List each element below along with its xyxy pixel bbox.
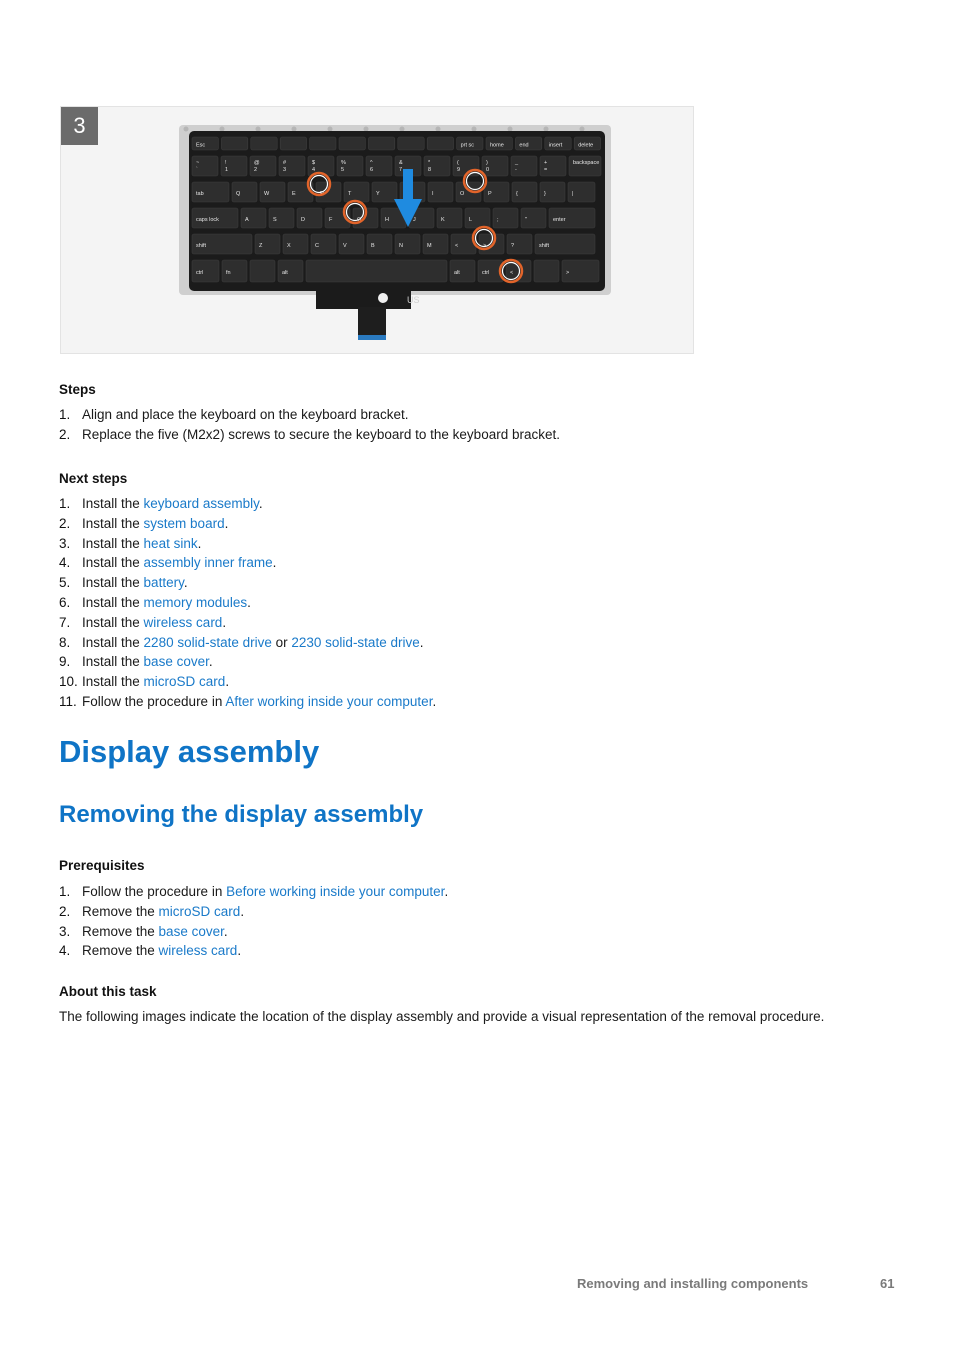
list-item-number: 6. [59, 594, 71, 610]
keyboard-key-label: fn [226, 270, 231, 276]
list-item-text: . [225, 674, 230, 690]
list-item-number: 9. [59, 654, 71, 670]
step-number-badge: 3 [61, 107, 98, 145]
keyboard-key [569, 156, 601, 176]
keyboard-key-label: P [488, 191, 492, 197]
keyboard-key-label: end [519, 142, 529, 149]
keyboard-key-label: backspace [573, 160, 600, 166]
keyboard-key-label: V [343, 243, 347, 249]
keyboard-key-label: > [566, 270, 570, 276]
list-item-text: Install the [82, 535, 144, 551]
cross-reference-link[interactable]: system board [143, 515, 225, 531]
keyboard-key-label: home [490, 142, 504, 149]
keyboard-installation-figure [60, 106, 694, 354]
keyboard-ribbon-base [316, 291, 411, 309]
list-item-text: . [247, 594, 251, 610]
list-item-text: Replace the five (M2x2) screws to secure the keyboard to the keyboard bracket. [82, 426, 560, 442]
keyboard-key-label: & [399, 160, 403, 166]
keyboard-key-label: 5 [341, 167, 345, 173]
list-item-text: . [432, 693, 437, 709]
list-item-text: Remove the [82, 903, 159, 919]
bracket-screw-hole [544, 127, 549, 132]
keyboard-key-label: $ [312, 160, 316, 166]
keyboard-key-label: M [427, 243, 432, 249]
cross-reference-link[interactable]: 2280 solid-state drive [143, 634, 272, 650]
keyboard-illustration [61, 107, 694, 354]
keyboard-key-label: shift [196, 243, 207, 249]
keyboard-key-label: 8 [428, 167, 432, 173]
list-item-number: 2. [59, 515, 71, 531]
keyboard-key-label: } [544, 191, 546, 197]
keyboard-key [540, 156, 566, 176]
bracket-screw-hole [472, 127, 477, 132]
next-steps-list [59, 494, 899, 712]
steps-heading: Steps [59, 382, 96, 397]
keyboard-key-label: 7 [399, 167, 403, 173]
keyboard-key-label: = [544, 167, 548, 173]
keyboard-key-label: D [301, 217, 305, 223]
keyboard-key [511, 156, 537, 176]
list-item-number: 11. [59, 693, 77, 709]
list-item-text: . [197, 535, 202, 551]
list-item [59, 494, 899, 514]
keyboard-key [306, 260, 447, 282]
keyboard-key [250, 156, 276, 176]
list-item-text: Follow the procedure in [82, 884, 227, 899]
list-item-number: 2. [59, 426, 71, 442]
keyboard-key-label: Q [236, 191, 241, 197]
keyboard-key-label: Esc [196, 142, 206, 149]
list-item [59, 652, 899, 672]
keyboard-key-label: 1 [225, 167, 229, 173]
keyboard-key-label: 2 [254, 167, 258, 173]
keyboard-key-label: ? [511, 243, 515, 249]
keyboard-key [280, 137, 306, 150]
keyboard-key-label: ^ [370, 160, 373, 166]
list-item-number: 3. [59, 535, 71, 551]
keyboard-key-label: ctrl [196, 270, 204, 276]
bracket-screw-hole [292, 127, 297, 132]
list-item [59, 692, 899, 712]
keyboard-key-label: alt [454, 270, 460, 276]
keyboard-key-label: ! [225, 160, 227, 166]
keyboard-key [192, 156, 218, 176]
cross-reference-link[interactable]: wireless card [158, 943, 238, 959]
keyboard-key-label: H [385, 217, 389, 223]
keyboard-key-label: 9 [457, 167, 461, 173]
keyboard-key-label: C [315, 243, 319, 249]
list-item-text: Align and place the keyboard on the keyboard bracket. [82, 407, 409, 422]
steps-list [59, 405, 899, 445]
list-item-text: . [444, 884, 449, 899]
bracket-screw-hole [184, 127, 189, 132]
list-item-number: 2. [59, 903, 71, 919]
keyboard-key-label: ) [486, 160, 488, 166]
keyboard-key-label: ` [196, 167, 198, 173]
keyboard-key-label: T [348, 191, 352, 197]
cross-reference-link[interactable]: base cover [143, 654, 209, 670]
list-item-text: . [224, 515, 229, 531]
keyboard-key-label: % [341, 160, 346, 166]
keyboard-key [221, 156, 247, 176]
keyboard-key-label: G [357, 217, 362, 223]
list-item-number: 4. [59, 555, 71, 571]
bracket-screw-hole [328, 127, 333, 132]
list-item [59, 405, 899, 425]
subsection-title: Removing the display assembly [59, 801, 424, 828]
list-item-text: . [240, 903, 245, 919]
cross-reference-link[interactable]: keyboard assembly [143, 496, 259, 511]
keyboard-key [279, 156, 305, 176]
keyboard-key-label: insert [548, 142, 563, 149]
list-item-number: 1. [59, 496, 71, 511]
list-item [59, 573, 899, 593]
keyboard-ribbon-cable [358, 307, 386, 339]
cross-reference-link[interactable]: wireless card [143, 614, 223, 630]
list-item [59, 633, 899, 653]
keyboard-key-label: ~ [196, 160, 200, 166]
about-task-text: The following images indicate the location of the display assembly and provide a visual representation of the removal procedure. [59, 1009, 825, 1024]
keyboard-key-label: delete [578, 142, 594, 149]
keyboard-key-label: shift [539, 243, 550, 249]
cross-reference-link[interactable]: Before working inside your computer [226, 884, 445, 899]
keyboard-key-label: # [283, 160, 287, 166]
list-item-text: . [222, 614, 227, 630]
keyboard-key-label: caps lock [196, 217, 219, 223]
list-item-text: Follow the procedure in [82, 693, 226, 709]
keyboard-key [424, 156, 450, 176]
list-item-text: Install the [82, 614, 144, 630]
list-item-text: Install the [82, 674, 144, 690]
section-title: Display assembly [59, 734, 320, 769]
keyboard-key [398, 137, 424, 150]
keyboard-key [427, 137, 453, 150]
keyboard-key-label: A [245, 217, 249, 223]
keyboard-key-label: 0 [486, 167, 490, 173]
keyboard-key [337, 156, 363, 176]
cross-reference-link[interactable]: microSD card [158, 903, 241, 919]
keyboard-key-label: R [320, 191, 324, 197]
list-item [59, 425, 899, 445]
keyboard-connector [358, 335, 386, 340]
list-item-text: Remove the [82, 943, 159, 959]
list-item-text: Install the [82, 594, 144, 610]
keyboard-key [310, 137, 336, 150]
keyboard-key-label: X [287, 243, 291, 249]
list-item [59, 593, 899, 613]
list-item-number: 10. [59, 674, 78, 690]
bracket-screw-hole [364, 127, 369, 132]
keyboard-key-label: J [413, 217, 416, 223]
keyboard-key-label: - [515, 167, 517, 173]
keyboard-key-label: O [460, 191, 465, 197]
keyboard-key-label: N [399, 243, 403, 249]
bracket-screw-hole [220, 127, 225, 132]
keyboard-key-label: F [329, 217, 333, 223]
list-item-number: 1. [59, 407, 71, 422]
footer-page-number: 61 [880, 1276, 895, 1291]
cross-reference-link[interactable]: assembly inner frame [143, 555, 273, 571]
list-item-number: 5. [59, 575, 71, 591]
keyboard-key-label: Y [376, 191, 380, 197]
list-item-text: Install the [82, 496, 144, 511]
list-item [59, 941, 899, 961]
keyboard-key-label: " [525, 217, 527, 223]
cross-reference-link[interactable]: memory modules [143, 594, 248, 610]
list-item-text: . [223, 923, 228, 939]
list-item-number: 3. [59, 923, 71, 939]
keyboard-key-label: 4 [312, 167, 316, 173]
list-item-text: . [419, 634, 424, 650]
keyboard-key-label: + [544, 160, 548, 166]
keyboard-key-label: { [516, 191, 518, 197]
list-item-text: Remove the [82, 923, 159, 939]
keyboard-key-label: prt sc [460, 142, 475, 149]
placement-arrow-shaft [403, 169, 413, 203]
list-item-text: . [237, 943, 242, 959]
keyboard-key-label: B [371, 243, 375, 249]
list-item [59, 514, 899, 534]
keyboard-key-label: I [432, 191, 434, 197]
cross-reference-link[interactable]: 2230 solid-state drive [291, 634, 420, 650]
keyboard-key-label: E [292, 191, 296, 197]
list-item-text: . [208, 654, 213, 670]
prerequisites-heading: Prerequisites [59, 858, 145, 873]
list-item [59, 553, 899, 573]
cross-reference-link[interactable]: microSD card [143, 674, 226, 690]
bracket-screw-hole [580, 127, 585, 132]
keyboard-key [534, 260, 559, 282]
prerequisites-list [59, 882, 899, 961]
list-item-text: Install the [82, 654, 144, 670]
keyboard-key-label: @ [254, 160, 260, 166]
keyboard-key [250, 260, 275, 282]
next-steps-heading: Next steps [59, 471, 128, 486]
keyboard-key [251, 137, 277, 150]
list-item-number: 7. [59, 614, 71, 630]
keyboard-key-label: 3 [283, 167, 287, 173]
keyboard-key-label: enter [553, 217, 566, 223]
keyboard-key-label: alt [282, 270, 288, 276]
list-item-text: Install the [82, 515, 144, 531]
keyboard-key-label: W [264, 191, 270, 197]
keyboard-key-label: * [428, 160, 431, 166]
layout-label: US [407, 295, 420, 305]
keyboard-key [368, 137, 394, 150]
keyboard-key-label: | [572, 191, 574, 197]
list-item-text: . [183, 575, 188, 591]
bracket-screw-hole [436, 127, 441, 132]
list-item-number: 1. [59, 884, 71, 899]
keyboard-key-label: ; [497, 217, 499, 223]
list-item [59, 534, 899, 554]
keyboard-key-label: < [510, 270, 514, 276]
keyboard-key-label: _ [515, 160, 519, 166]
keyboard-key-label: < [455, 243, 459, 249]
keyboard-key-label: S [273, 217, 277, 223]
cross-reference-link[interactable]: After working inside your computer [225, 693, 433, 709]
list-item-text: Install the [82, 634, 144, 650]
list-item-text: Install the [82, 555, 144, 571]
keyboard-key [366, 156, 392, 176]
list-item-text: . [258, 496, 263, 511]
list-item [59, 902, 899, 922]
bracket-screw-hole [400, 127, 405, 132]
keyboard-key-label: tab [196, 191, 204, 197]
keyboard-key-label: ( [457, 160, 459, 166]
list-item [59, 613, 899, 633]
keyboard-screw-hole [378, 293, 388, 303]
footer-chapter-title: Removing and installing components [577, 1276, 809, 1291]
cross-reference-link[interactable]: heat sink [143, 535, 198, 551]
keyboard-key-label: 6 [370, 167, 374, 173]
about-task-heading: About this task [59, 984, 157, 999]
keyboard-key-label: K [441, 217, 445, 223]
list-item [59, 672, 899, 692]
list-item-text: or [271, 634, 292, 650]
list-item-number: 8. [59, 634, 71, 650]
cross-reference-link[interactable]: battery [143, 575, 184, 591]
list-item-text: . [272, 555, 277, 571]
keyboard-key-label: > [483, 243, 487, 249]
bracket-screw-hole [508, 127, 513, 132]
keyboard-key [482, 156, 508, 176]
keyboard-key-label: Z [259, 243, 263, 249]
list-item-number: 4. [59, 943, 71, 959]
keyboard-key [221, 137, 247, 150]
list-item [59, 882, 899, 902]
keyboard-key-label: ctrl [482, 270, 490, 276]
bracket-screw-hole [256, 127, 261, 132]
list-item-text: Install the [82, 575, 144, 591]
keyboard-key-label: L [469, 217, 473, 223]
cross-reference-link[interactable]: base cover [158, 923, 224, 939]
list-item [59, 922, 899, 942]
keyboard-key [339, 137, 365, 150]
